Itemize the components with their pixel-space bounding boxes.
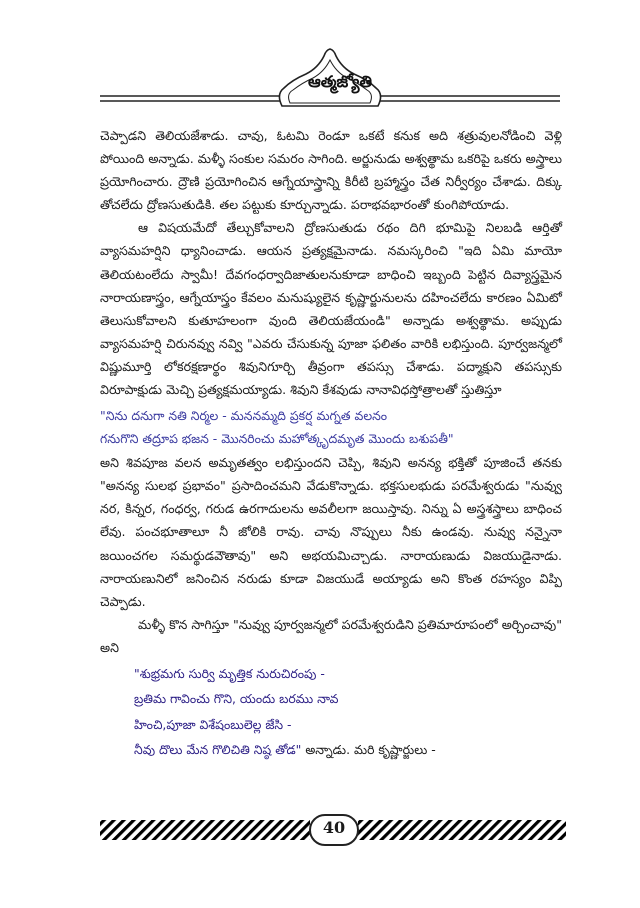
quoted-verse-purple [134, 661, 562, 763]
header-title: ఆత్మజ్యోతి [308, 72, 372, 91]
quoted-verse-blue [100, 404, 562, 450]
paragraph-1: చెప్పాడని తెలియజేశాడు. చావు, ఓటమి రెండూ ఒకటే కనుక అది శత్రువులనోడించి వెళ్లి పోయింది అన్నాడు. మళ్ళీ సంకుల సమరం సాగింది. అర్జునుడు అశ్వత్థామ ఒకరిపై ఒకరు అస్త్రాలు ప్రయోగించారు. ద్రౌణి ప్రయోగించిన ఆగ్నేయాస్త్రాన్ని కిరీటి బ్రహ్మాస్త్రం చేత నిర్వీర్యం చేశాడు. దిక్కు తోచలేదు ద్రోణసుతుడికి. తల పట్టుకు కూర్చున్నాడు. పరాభవభారంతో కుంగిపోయాడు. [100, 128, 562, 213]
verse-purple-line-2: బ్రతిమ గావించు గొని, యందు బరము నావ [134, 691, 339, 707]
verse-purple-line-4-tail: అన్నాడు. మరి కృష్ణార్జులు - [301, 742, 436, 758]
verse-purple-line-4 [134, 737, 562, 763]
paragraph-3: అని శివపూజ వలన అమృతత్వం లభిస్తుందని చెప్పి, శివుని అనన్య భక్తితో పూజించే తనకు "అనన్య సులభ ప్రభావం" ప్రసాదించమని వేడుకొన్నాడు. భక్తసులభుడు పరమేశ్వరుడు "నువ్వు నర, కిన్నర, గంధర్వ, గరుడ ఉరగాదులను అవలీలగా జయిస్తావు. నిన్ను ఏ అస్త్రశస్త్రాలు బాధించ లేవు. పంచభూతాలూ నీ జోలికి రావు. చావు నొప్పులు నీకు ఉండవు. నువ్వు నన్నైనా జయించగల సమర్థుడవౌతావు" అని అభయమిచ్చాడు. నారాయణుడు విజయుడైనాడు. నారాయణునిలో జనించిన నరుడు కూడా విజయుడే అయ్యాడు అని కొంత రహస్యం విప్పి చెప్పాడు. [100, 455, 562, 609]
page-number: 40 [322, 818, 346, 837]
verse-purple-line-3: హించి,పూజా విశేషంబులెల్ల జేసి - [134, 716, 292, 732]
paragraph-4: మళ్ళీ కొన సాగిస్తూ "నువ్వు పూర్వజన్మలో పరమేశ్వరుడిని ప్రతిమారూపంలో అర్చించావు" అని [100, 616, 563, 655]
verse-line-2: గనుగొని తద్రూప భజన - మొనరించు మహోత్కృదమృత మొందు బశుపతీ" [100, 431, 454, 447]
verse-purple-line-1: "శుభ్రమగు సుర్వి మృత్తిక నురుచిరంపు - [134, 665, 325, 681]
page-body [100, 124, 562, 763]
page-footer [100, 812, 566, 852]
paragraph-2: ఆ విషయమేదో తేల్చుకోవాలని ద్రోణసుతుడు రథం దిగి భూమిపై నిలబడి ఆర్తితో వ్యాసమహర్షిని ధ్యానించాడు. ఆయన ప్రత్యక్షమైనాడు. నమస్కరించి "ఇది ఏమి మాయో తెలియటంలేదు స్వామీ! దేవగంధర్వాదిజాతులనుకూడా బాధించి ఇబ్బంది పెట్టిన దివ్యాస్త్రమైన నారాయణాస్త్రం, ఆగ్నేయాస్త్రం కేవలం మనుష్యులైన కృష్ణార్జునులను దహించలేదు కారణం ఏమిటో తెలుసుకోవాలని కుతూహలంగా వుంది తెలియజేయండి" అన్నాడు అశ్వత్థామ. అప్పుడు వ్యాసమహర్షి చిరునవ్వు నవ్వి "ఎవరు చేసుకున్న పూజా ఫలితం వారికి లభిస్తుంది. పూర్వజన్మలో విష్ణుమూర్తి లోకరక్షణార్థం శివునిగూర్చి తీవ్రంగా తపస్సు చేశాడు. పద్మాక్షుని తపస్సుకు విరూపాక్షుడు మెచ్చి ప్రత్యక్షమయ్యాడు. శివుని కేశవుడు నానావిధస్తోత్రాలతో స్తుతిస్తూ [100, 220, 562, 398]
verse-purple-line-4-text: నీవు దొలు మేన గొలిచితి నిష్ఠ తోడ" [134, 742, 302, 758]
page-header [96, 48, 564, 112]
verse-line-1: "నిను దనుగా నతి నిర్మల - మననమ్మది ప్రకర్ష మగ్నత వలనం [100, 408, 388, 424]
